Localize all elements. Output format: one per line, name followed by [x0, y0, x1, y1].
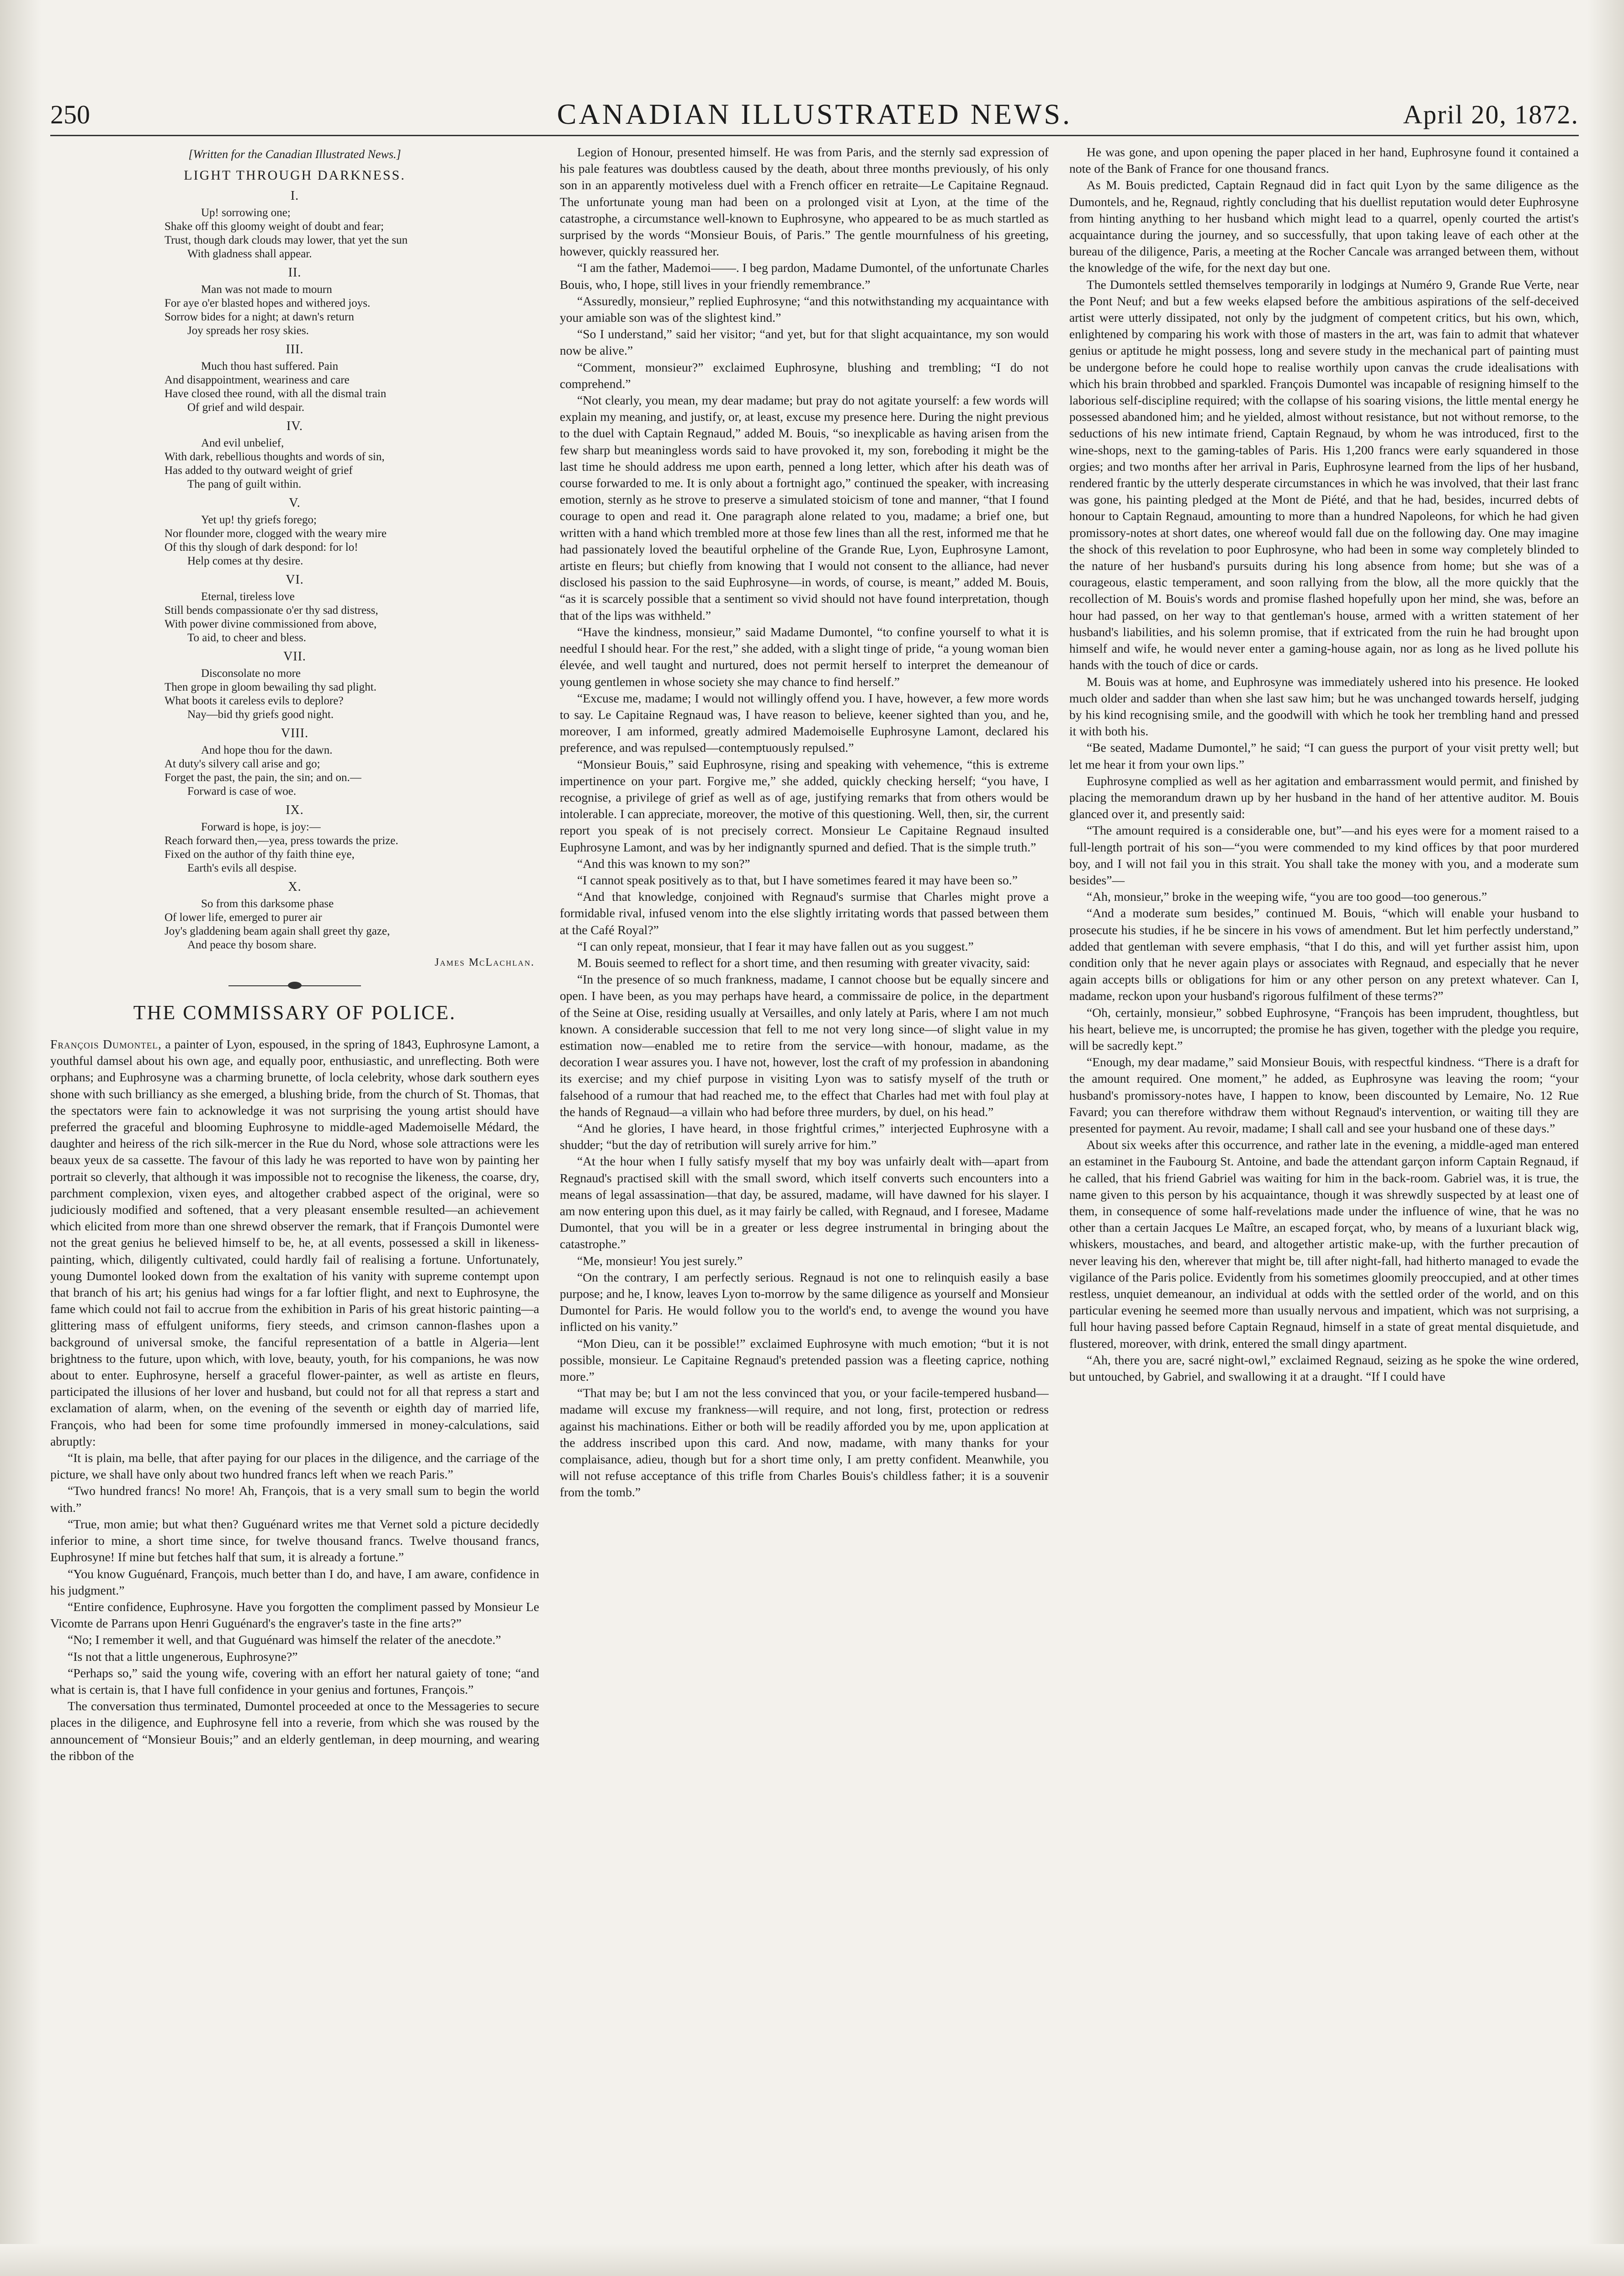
article-paragraph: “No; I remember it well, and that Guguénard was himself the relater of the anecdote.” — [68, 1633, 501, 1647]
article-paragraph: “Entire confidence, Euphrosyne. Have you forgotten the compliment passed by Monsieur Le Vicomte de Parrans upon Henri Guguénard's the engraver's taste in the fine arts?” — [50, 1599, 539, 1631]
poem-line: Nay—bid thy griefs good night. — [187, 708, 334, 721]
article-paragraph: “Assuredly, monsieur,” replied Euphrosyne; “and this notwithstanding my acquaintance with your amiable son was of the slightest kind.” — [560, 293, 1049, 325]
poem-line: With dark, rebellious thoughts and words of sin, — [165, 451, 385, 463]
stanza-numeral: IV. — [287, 419, 303, 433]
article-paragraph: “At the hour when I fully satisfy myself that my boy was unfairly dealt with—apart from Regnaud's practised skill with the small sword, which itself converts such encounters into a means of legal assassination—that day, be assured, madame, will have dawned for his slayer. I am now entering upon this duel, as it may fairly be called, with Regnaud, and I foresee, Madame Dumontel, that you will be in a greater or less degree instrumental in bringing about the catastrophe.” — [560, 1154, 1049, 1251]
article-paragraph: “Excuse me, madame; I would not willingly offend you. I have, however, a few more words to say. Le Capitaine Regnaud was, I have reason to believe, keener sighted than you, and he, moreover, I am informed, greatly admired Mademoiselle Euphrosyne Lamont, declared his preference, and was repulsed—contemptuously repulsed.” — [560, 691, 1049, 755]
stanza-numeral: VIII. — [281, 726, 309, 740]
article-paragraph: “Ah, there you are, sacré night-owl,” exclaimed Regnaud, seizing as he spoke the wine ordered, but untouched, by Gabriel, and swallowing it at a draught. “If I could have — [1069, 1352, 1579, 1384]
poem-line: Sorrow bides for a night; at dawn's return — [165, 311, 354, 323]
article-paragraph: “I am the father, Mademoi——. I beg pardon, Madame Dumontel, of the unfortunate Charles Bouis, who, I hope, still lives in your friendly remembrance.” — [560, 261, 1049, 292]
poem-line: Of grief and wild despair. — [187, 401, 305, 414]
article-paragraph: “In the presence of so much frankness, madame, I cannot choose but be equally sincere and open. I have been, as you may perhaps have heard, a commissaire de police, in the department of the Seine at Oise, residing usually at Versailles, and only lately at Paris, where I am not much known. A considerable succession that fell to me not very long since—of slight value in my estimation now—enabled me to retire from the service—with honour, madame, as the decoration I wear assures you. I have not, however, lost the craft of my profession in abandoning its exercise; and my chief purpose in visiting Lyon was to satisfy myself of the truth or falsehood of a rumour that had reached me, to the effect that Charles had met with foul play at the hands of Regnaud—a villain who had before three murders, by duel, on his head.” — [560, 972, 1049, 1119]
poem-line: For aye o'er blasted hopes and withered joys. — [165, 297, 371, 309]
article-paragraph: “Mon Dieu, can it be possible!” exclaimed Euphrosyne with much emotion; “but it is not possible, monsieur. Le Capitaine Regnaud's pretended passion was a fleeting caprice, nothing more.” — [560, 1336, 1049, 1384]
poem-line: At duty's silvery call arise and go; — [165, 758, 320, 770]
poem-line: Joy spreads her rosy skies. — [187, 324, 309, 337]
column-3 — [1069, 144, 1579, 2246]
column-1 — [50, 144, 539, 2246]
poem-line: Of lower life, emerged to purer air — [165, 911, 322, 924]
poem-title: LIGHT THROUGH DARKNESS. — [184, 168, 406, 183]
article-paragraph: He was gone, and upon opening the paper placed in her hand, Euphrosyne found it contained a note of the Bank of France for one thousand francs. — [1069, 145, 1579, 176]
article-paragraph: “Not clearly, you mean, my dear madame; but pray do not agitate yourself: a few words will explain my meaning, and justify, or, at least, excuse my presence here. During the night previous to the duel with Captain Regnaud,” added M. Bouis, “so inexplicable as having arisen from the few sharp but meaningless words said to have provoked it, my son, foreboding it might be the last time he should address me upon earth, penned a long letter, which after his death was of course forwarded to me. It is only about a fortnight ago,” continued the speaker, with increasing emotion, sternly as he strove to preserve a simulated stoicism of tone and manner, “that I found courage to open and read it. One paragraph alone related to you, madame; a brief one, but written with a hand which trembled more at those few lines than all the rest, informed me that he had passionately loved the beautiful orpheline of the Grande Rue, Lyon, Euphrosyne Lamont, artiste en fleurs; but chiefly from knowing that I would not consent to the alliance, had never disclosed his passion to the said Euphrosyne—in words, of course, is meant,” added M. Bouis, “as it is scarcely possible that a sentiment so vivid should not have found interpretation, though that of the lips was withheld.” — [560, 393, 1049, 622]
poem-line: Joy's gladdening beam again shall greet thy gaze, — [165, 925, 390, 937]
article-paragraph: “Ah, monsieur,” broke in the weeping wife, “you are too good—too generous.” — [1087, 889, 1487, 904]
article-paragraph: “And a moderate sum besides,” continued M. Bouis, “which will enable your husband to prosecute his studies, if he be sincere in his vows of amendment. But let him perfectly understand,” added that gentleman with severe emphasis, “that I do this, and will yet further assist him, upon condition only that he never again plays or associates with Regnaud, and especially that he never again accepts bills or obligations for him or any other person on any pretext whatever. Can I, madame, reckon upon your husband's rigorous fulfilment of these terms?” — [1069, 906, 1579, 1003]
poem-line: And hope thou for the dawn. — [201, 744, 333, 756]
poem-line: Fixed on the author of thy faith thine eye, — [165, 848, 355, 861]
poem-line: Trust, though dark clouds may lower, that yet the sun — [165, 234, 408, 246]
poem-line: The pang of guilt within. — [187, 478, 302, 490]
article-paragraph: The conversation thus terminated, Dumontel proceeded at once to the Messageries to secure places in the diligence, and Euphrosyne fell into a reverie, from which she was roused by the announcement of “Monsieur Bouis;” and an elderly gentleman, in deep mourning, and wearing the ribbon of the — [50, 1699, 539, 1763]
poem-line: Up! sorrowing one; — [201, 207, 291, 219]
poem-line: Disconsolate no more — [201, 667, 301, 680]
poem-line: Has added to thy outward weight of grief — [165, 464, 353, 477]
newspaper-title: CANADIAN ILLUSTRATED NEWS. — [557, 98, 1072, 130]
paper-edge-left — [0, 0, 41, 2276]
article-paragraph: “On the contrary, I am perfectly serious. Regnaud is not one to relinquish easily a base purpose; and he, I know, leaves Lyon to-morrow by the same diligence as yourself and Monsieur Dumontel for Paris. He would follow you to the world's end, to avenge the wound you have inflicted on his vanity.” — [560, 1270, 1049, 1334]
poem-line: Forward is case of woe. — [187, 785, 297, 798]
poem-line: Still bends compassionate o'er thy sad distress, — [165, 604, 378, 617]
article-paragraph: M. Bouis seemed to reflect for a short time, and then resuming with greater vivacity, said: — [577, 955, 1030, 970]
poem-line: Help comes at thy desire. — [187, 555, 303, 567]
article-paragraph: “And he glories, I have heard, in those frightful crimes,” interjected Euphrosyne with a shudder; “but the day of retribution will surely arrive for him.” — [560, 1121, 1049, 1152]
article-text-col3 — [1069, 144, 1579, 1385]
article-paragraph: “It is plain, ma belle, that after paying for our places in the diligence, and the carriage of the picture, we shall have only about two hundred francs left when we reach Paris.” — [50, 1451, 539, 1482]
poem-line: Earth's evils all despise. — [187, 862, 297, 874]
article-paragraph: “So I understand,” said her visitor; “and yet, but for that slight acquaintance, my son would now be alive.” — [560, 327, 1049, 358]
poem-line: Then grope in gloom bewailing thy sad plight. — [165, 681, 377, 693]
page-number: 250 — [50, 100, 90, 129]
column-2 — [560, 144, 1049, 2246]
stanza-numeral: VI. — [286, 573, 304, 587]
poem-line: With power divine commissioned from above, — [165, 618, 377, 630]
article-paragraph: “Have the kindness, monsieur,” said Madame Dumontel, “to confine yourself to what it is needful I should hear. For the rest,” she added, with a slight tinge of pride, “a young woman bien élevée, and well taught and nurtured, does not permit herself to interpret the demeanour of young gentlemen in whose society she may chance to find herself.” — [560, 624, 1049, 689]
article-paragraph: About six weeks after this occurrence, and rather late in the evening, a middle-aged man entered an estaminet in the Faubourg St. Antoine, and bade the attendant garçon inform Captain Regnaud, if he called, that his friend Gabriel was waiting for him in the back-room. Gabriel was, it is true, the name given to this person by his acquaintance, though it was shrewdly suspected by at least one of them, in consequence of some half-revelations made under the influence of wine, that he was no other than a certain Jacques Le Maître, an escaped forçat, who, by means of a luxuriant black wig, whiskers, moustaches, and beard, and altogether artistic make-up, with the further precaution of never leaving his den, wherever that might be, till after night-fall, had hitherto managed to evade the vigilance of the Paris police. Evidently from his sometimes gloomily preoccupied, and at other times restless, unquiet demeanour, an individual at odds with the settled order of the world, and on this particular evening he seemed more than usually nervous and impatient, which was not surprising, a full hour having passed before Captain Regnaud, himself in a state of great mental disquietude, and flustered, moreover, with drink, entered the small dingy apartment. — [1069, 1138, 1579, 1351]
article-paragraph: François Dumontel, a painter of Lyon, espoused, in the spring of 1843, Euphrosyne Lamont, a youthful damsel about his own age, and equally poor, enthusiastic, and unreflecting. Both were orphans; and Euphrosyne was a charming brunette, of locla celebrity, whose dark southern eyes shone with such brilliancy as she emerged, a blushing bride, from the church of St. Thomas, that the spectators were fain to acknowledge it was not surprising the young artist should have preferred the graceful and blooming Euphrosyne to middle-aged Mademoiselle Médard, the daughter and heiress of the rich silk-mercer in the Rue du Nord, whose sole attractions were les beaux yeux de sa cassette. The favour of this lady he was reported to have won by painting her portrait so cleverly, that although it was impossible not to recognise the likeness, the coarse, dry, parchment complexion, vixen eyes, and altogether crabbed aspect of the original, were so judiciously modified and softened, that a very pleasant ensemble resulted—an achievement which elicited from more than one shrewd observer the remark, that if François Dumontel were not the great genius he believed himself to be, he, at all events, possessed a skill in likeness-painting, which, diligently cultivated, could hardly fail of realising a fortune. Unfortunately, young Dumontel looked down from the exaltation of his vanity with supreme contempt upon that branch of his art; his genius had wings for a far loftier flight, and next to Euphrosyne, the fame which could not fail to accrue from the exhibition in Paris of his great historic painting—a glittering mass of effulgent uniforms, fiery steeds, and crimson cannon-flashes upon a background of universal smoke, the fanciful representation of a battle in Algeria—lent brightness to the future, upon which, with love, beauty, youth, for his companions, he was now about to enter. Euphrosyne, herself a graceful flower-painter, as well as artiste en fleurs, participated the illusions of her lover and husband, but could not for all that repress a start and exclamation of alarm, when, on the evening of the seventh or eighth day of married life, François, who had been for some time profoundly immersed in money-calculations, said abruptly: — [50, 1037, 539, 1448]
poem-line: Forward is hope, is joy:— — [201, 821, 321, 833]
poem-line: Shake off this gloomy weight of doubt and fear; — [165, 220, 384, 233]
article-paragraph: The Dumontels settled themselves temporarily in lodgings at Numéro 9, Grande Rue Verte, near the Pont Neuf; and but a few weeks elapsed before the ambitious aspirations of the self-deceived artist were utterly dissipated, not only by the judgment of competent critics, but his own, which, enlightened by comparing his work with those of masters in the art, was fain to admit that whatever genius or aptitude he might possess, long and severe study in the mechanical part of painting must be undergone before he could hope to realise worthily upon canvas the crude idealisations with which his brain throbbed and sparkled. François Dumontel was incapable of resigning himself to the laborious self-discipline required; with the collapse of his soaring visions, the little mental energy he possessed abandoned him; and he yielded, almost without resistance, but not without remorse, to the seductions of his new intimate friend, Captain Regnaud, by whom he was introduced, first to the wine-shops, next to the gaming-tables of Paris. His 1,200 francs were early squandered in those orgies; and two months after her arrival in Paris, Euphrosyne learned from the lips of her husband, rendered frantic by the utterly desperate circumstances in which he was involved, that their last franc was gone, his painting pledged at the Mont de Piété, and that he had, besides, incurred debts of honour to Captain Regnaud, amounting to more than a hundred Napoleons, for which he had given promissory-notes at short dates, one whereof would fall due on the following day. One may imagine the shock of this revelation to poor Euphrosyne, who had been in some way completely blinded to the nature of her husband's pursuits during his long absence from home; but she was of a courageous, elastic temperament, and soon rallying from the blow, all the more quickly that the recollection of M. Bouis's words and promise flashed hopefully upon her mind, she was, before an hour had passed, on her way to that gentleman's house, armed with a written statement of her husband's liabilities, and his solemn promise, that if extricated from the ruin he had brought upon himself and wife, he would never enter a gaming-house again, nor as long as he lived pollute his hands with the touch of dice or cards. — [1069, 277, 1579, 672]
poem-line: And peace thy bosom share. — [187, 939, 317, 951]
poem-line: Forget the past, the pain, the sin; and on.— — [165, 771, 361, 784]
article-paragraph: “I cannot speak positively as to that, but I have sometimes feared it may have been so.” — [577, 872, 1018, 887]
article-paragraph: “And this was known to my son?” — [577, 856, 750, 871]
section-divider — [50, 979, 539, 993]
article-paragraph: “Me, monsieur! You jest surely.” — [577, 1253, 743, 1268]
stanza-numeral: IX. — [286, 803, 304, 817]
article-paragraph: “You know Guguénard, François, much better than I do, and have, I am aware, confidence in his judgment.” — [50, 1566, 539, 1597]
poem-line: Man was not made to mourn — [201, 283, 332, 296]
poem-line: Of this thy slough of dark despond: for lo! — [165, 541, 358, 553]
article-paragraph: “And that knowledge, conjoined with Regnaud's surmise that Charles might prove a formidable rival, infused venom into the else slightly irritating words that passed between them at the Café Royal?” — [560, 889, 1049, 937]
poem-line: Yet up! thy griefs forego; — [201, 514, 317, 526]
article-paragraph: “True, mon amie; but what then? Guguénard writes me that Vernet sold a picture decidedly inferior to mine, a short time since, for twelve thousand francs. Twelve thousand francs, Euphrosyne! If mine but fetches half that sum, it is already a fortune.” — [50, 1516, 539, 1564]
poem-line: So from this darksome phase — [201, 898, 334, 910]
poem-attribution: [Written for the Canadian Illustrated News.] — [188, 148, 401, 161]
article-paragraph: “Two hundred francs! No more! Ah, François, that is a very small sum to begin the world with.” — [50, 1484, 539, 1515]
article-paragraph: “That may be; but I am not the less convinced that you, or your facile-tempered husband—madame will excuse my frankness—will require, and not long, first, protection or redress against his machinations. Either or both will be readily afforded you by me, upon application at the address inscribed upon this card. And now, madame, with many thanks for your complaisance, adieu, though but for a short time only, I am pretty confident. Meanwhile, you will not refuse acceptance of this trifle from Charles Bouis's childless father; it is a souvenir from the tomb.” — [560, 1386, 1049, 1500]
stanza-numeral: II. — [288, 266, 302, 280]
poem-body — [50, 189, 539, 952]
poem-line: With gladness shall appear. — [187, 248, 312, 260]
article-title: THE COMMISSARY OF POLICE. — [133, 1001, 456, 1024]
stanza-numeral: I. — [290, 189, 299, 203]
stanza-numeral: III. — [286, 342, 304, 356]
poem-line: And disappointment, weariness and care — [165, 374, 350, 386]
paper-edge-bottom — [0, 2244, 1624, 2276]
article-paragraph: “Oh, certainly, monsieur,” sobbed Euphrosyne, “François has been imprudent, thoughtless, but his heart, believe me, is uncorrupted; the promise he has given, together with the pledge you require, will be sacredly kept.” — [1069, 1005, 1579, 1053]
article-paragraph: “Enough, my dear madame,” said Monsieur Bouis, with respectful kindness. “There is a draft for the amount required. One moment,” he added, as Euphrosyne was leaving the room; “your husband's promissory-notes have, I happen to know, been discounted by Lemaire, No. 12 Rue Favard; you can therefore withdraw them without Regnaud's intervention, or waiting till they are presented for payment. Au revoir, madame; I shall call and see your husband one of these days.” — [1069, 1055, 1579, 1135]
poem-author: James McLachlan. — [435, 957, 535, 968]
article-paragraph: “The amount required is a considerable one, but”—and his eyes were for a moment raised to a full-length portrait of his son—“you were commended to my kind offices by that poor murdered boy, and I will not fail you in this strait. You shall take the money with you, and a moderate sum besides”— — [1069, 823, 1579, 887]
article-paragraph: “Be seated, Madame Dumontel,” he said; “I can guess the purport of your visit pretty well; but let me hear it from your own lips.” — [1069, 740, 1579, 771]
poem-line: What boots it careless evils to deplore? — [165, 695, 344, 707]
article-paragraph: “I can only repeat, monsieur, that I fear it may have fallen out as you suggest.” — [577, 939, 974, 953]
article-paragraph: As M. Bouis predicted, Captain Regnaud did in fact quit Lyon by the same diligence as the Dumontels, and he, Regnaud, rightly concluding that his duellist reputation would deter Euphrosyne from hinting anything to her husband which might lead to a quarrel, openly courted the artist's acquaintance during the journey, and so successfully, that upon taking leave of each other at the bureau of the diligence, Paris, a meeting at the Rocher Cancale was arranged between them, without the knowledge of the wife, for the next day but one. — [1069, 178, 1579, 275]
article-paragraph: Euphrosyne complied as well as her agitation and embarrassment would permit, and finished by placing the memorandum drawn up by her husband in the hand of her attentive auditor. M. Bouis glanced over it, and presently said: — [1069, 773, 1579, 821]
stanza-numeral: VII. — [283, 649, 306, 664]
poem-line: And evil unbelief, — [201, 437, 284, 449]
masthead — [50, 94, 1579, 136]
article-paragraph: Legion of Honour, presented himself. He was from Paris, and the sternly sad expression of his pale features was doubtless caused by the death, about three months previously, of his only son in an apparently motiveless duel with a French officer en retraite—Le Capitaine Regnaud. The unfortunate young man had been on a prolonged visit at Lyon, at the time of the catastrophe, a circumstance well-known to Euphrosyne, who appeared to be as much startled as surprised by the words “Monsieur Bouis, of Paris.” The gentle mournfulness of his greeting, however, quickly reassured her. — [560, 145, 1049, 259]
poem-line: Reach forward then,—yea, press towards the prize. — [165, 835, 398, 847]
article-text-col2 — [560, 144, 1049, 1501]
article-text-col1 — [50, 1036, 539, 1764]
poem-line: Nor flounder more, clogged with the weary mire — [165, 527, 387, 540]
stanza-numeral: X. — [288, 880, 302, 894]
poem-line: Eternal, tireless love — [201, 590, 295, 603]
paper-edge-right — [1587, 0, 1624, 2276]
poem-line: Have closed thee round, with all the dismal train — [165, 388, 387, 400]
poem-line: To aid, to cheer and bless. — [187, 632, 306, 644]
issue-date: April 20, 1872. — [1403, 100, 1579, 129]
article-paragraph: “Perhaps so,” said the young wife, covering with an effort her natural gaiety of tone; “and what is certain is, that I have full confidence in your genius and fortunes, François.” — [50, 1665, 539, 1696]
poem-line: Much thou hast suffered. Pain — [201, 360, 339, 372]
stanza-numeral: V. — [289, 496, 301, 510]
article-paragraph: “Is not that a little ungenerous, Euphrosyne?” — [68, 1649, 298, 1664]
article-paragraph: “Comment, monsieur?” exclaimed Euphrosyne, blushing and trembling; “I do not comprehend.” — [560, 360, 1049, 391]
article-paragraph: M. Bouis was at home, and Euphrosyne was immediately ushered into his presence. He looked much older and sadder than when she last saw him; but he was unchanged towards herself, judging by his kind recognising smile, and the goodwill with which he took her trembling hand and pressed it with both his. — [1069, 674, 1579, 739]
article-paragraph: “Monsieur Bouis,” said Euphrosyne, rising and speaking with vehemence, “this is extreme impertinence on your part. Forgive me,” she added, quickly checking herself; “you have, I recognise, a privilege of grief as well as of age, justifying remarks that from others would be intolerable. I can appreciate, moreover, the motive of this questioning. Well, then, sir, the current report you speak of is not precisely correct. Monsieur Le Capitaine Regnaud insulted Euphrosyne Lamont, and was by her indignantly spurned and defied. That is the simple truth.” — [560, 757, 1049, 854]
